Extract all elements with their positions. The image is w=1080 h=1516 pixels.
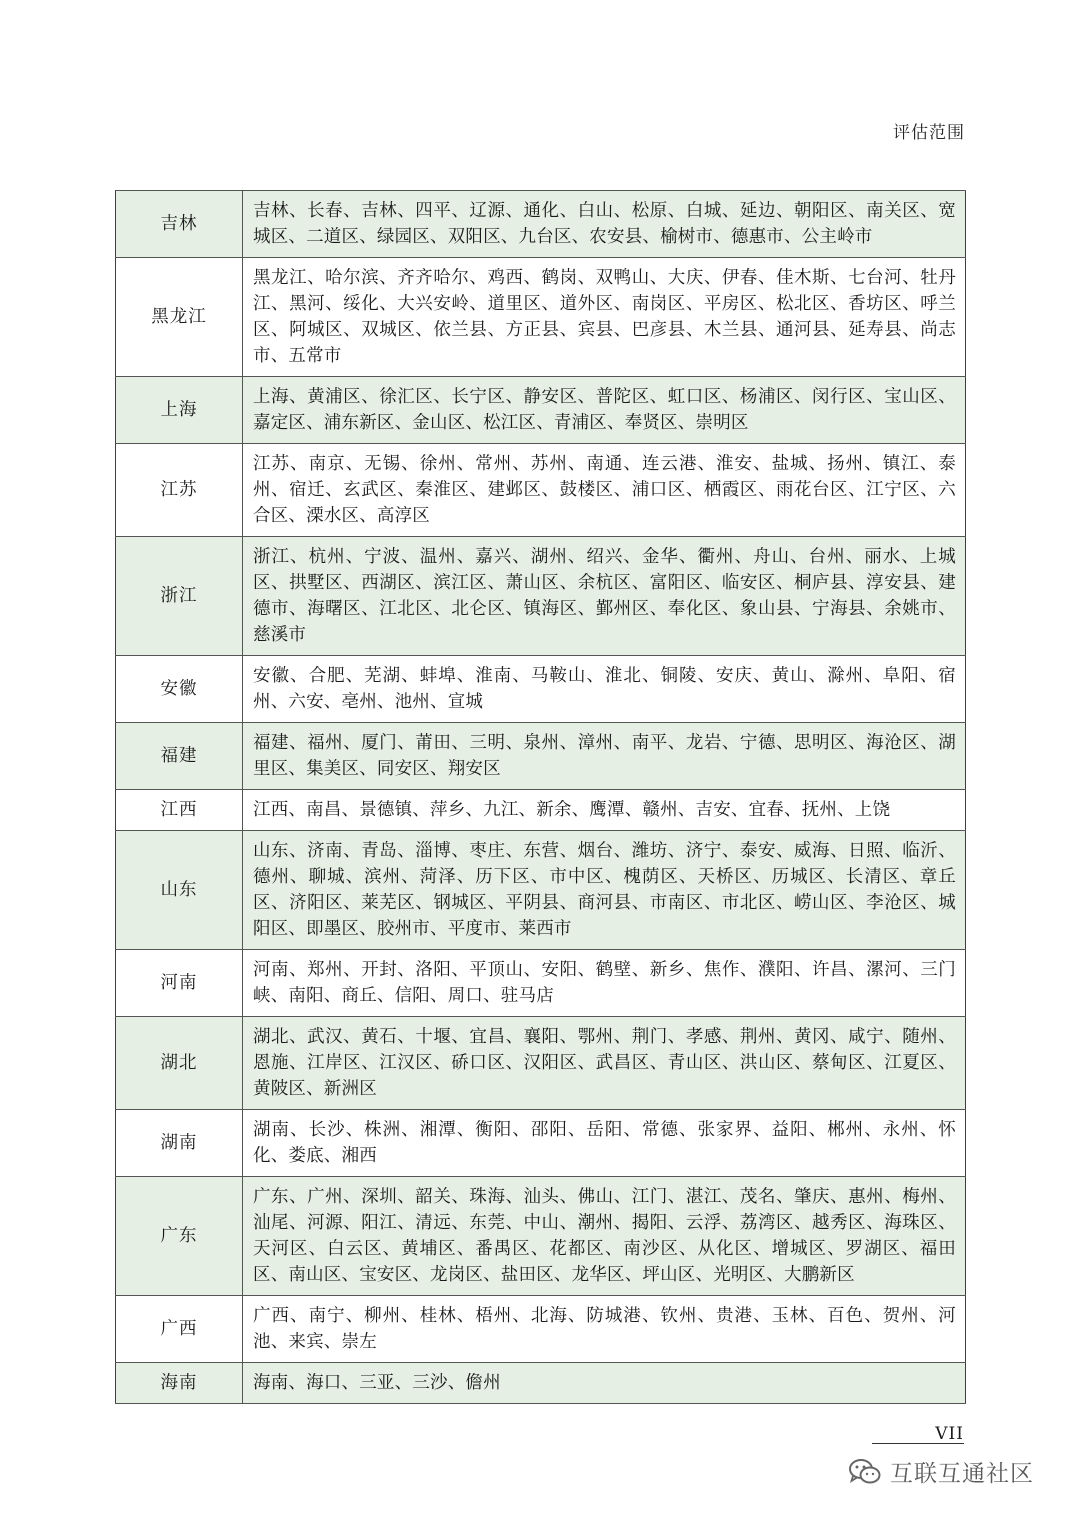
watermark-text: 互联互通社区 — [890, 1461, 1034, 1487]
regions-cell: 安徽、合肥、芜湖、蚌埠、淮南、马鞍山、淮北、铜陵、安庆、黄山、滁州、阜阳、宿州、六安、亳州、池州、宣城 — [243, 656, 966, 723]
table-row — [116, 1177, 966, 1296]
province-cell: 山东 — [116, 831, 243, 950]
province-cell: 湖北 — [116, 1017, 243, 1110]
province-cell: 河南 — [116, 950, 243, 1017]
province-cell: 湖南 — [116, 1110, 243, 1177]
table-body — [116, 191, 966, 1404]
table-row — [116, 191, 966, 258]
table-row — [116, 258, 966, 377]
province-cell: 江苏 — [116, 444, 243, 537]
page-number-rule — [872, 1443, 964, 1444]
table-row — [116, 537, 966, 656]
province-cell: 福建 — [116, 723, 243, 790]
regions-cell: 吉林、长春、吉林、四平、辽源、通化、白山、松原、白城、延边、朝阳区、南关区、宽城区、二道区、绿园区、双阳区、九台区、农安县、榆树市、德惠市、公主岭市 — [243, 191, 966, 258]
province-cell: 广西 — [116, 1296, 243, 1363]
regions-cell: 广西、南宁、柳州、桂林、梧州、北海、防城港、钦州、贵港、玉林、百色、贺州、河池、来宾、崇左 — [243, 1296, 966, 1363]
table-row — [116, 1110, 966, 1177]
province-cell: 安徽 — [116, 656, 243, 723]
province-cell: 吉林 — [116, 191, 243, 258]
regions-cell: 江西、南昌、景德镇、萍乡、九江、新余、鹰潭、赣州、吉安、宜春、抚州、上饶 — [243, 790, 966, 831]
assessment-scope-table — [115, 190, 966, 1404]
regions-cell: 上海、黄浦区、徐汇区、长宁区、静安区、普陀区、虹口区、杨浦区、闵行区、宝山区、嘉定区、浦东新区、金山区、松江区、青浦区、奉贤区、崇明区 — [243, 377, 966, 444]
regions-cell: 江苏、南京、无锡、徐州、常州、苏州、南通、连云港、淮安、盐城、扬州、镇江、泰州、宿迁、玄武区、秦淮区、建邺区、鼓楼区、浦口区、栖霞区、雨花台区、江宁区、六合区、溧水区、高淳区 — [243, 444, 966, 537]
table-row — [116, 1296, 966, 1363]
regions-cell: 山东、济南、青岛、淄博、枣庄、东营、烟台、潍坊、济宁、泰安、威海、日照、临沂、德州、聊城、滨州、菏泽、历下区、市中区、槐荫区、天桥区、历城区、长清区、章丘区、济阳区、莱芜区、钢城区、平阴县、商河县、市南区、市北区、崂山区、李沧区、城阳区、即墨区、胶州市、平度市、莱西市 — [243, 831, 966, 950]
regions-cell: 广东、广州、深圳、韶关、珠海、汕头、佛山、江门、湛江、茂名、肇庆、惠州、梅州、汕尾、河源、阳江、清远、东莞、中山、潮州、揭阳、云浮、荔湾区、越秀区、海珠区、天河区、白云区、黄埔区、番禺区、花都区、南沙区、从化区、增城区、罗湖区、福田区、南山区、宝安区、龙岗区、盐田区、龙华区、坪山区、光明区、大鹏新区 — [243, 1177, 966, 1296]
table-row — [116, 950, 966, 1017]
table-row — [116, 1017, 966, 1110]
table-row — [116, 723, 966, 790]
table-row — [116, 1363, 966, 1404]
table-row — [116, 444, 966, 537]
regions-cell: 湖南、长沙、株洲、湘潭、衡阳、邵阳、岳阳、常德、张家界、益阳、郴州、永州、怀化、娄底、湘西 — [243, 1110, 966, 1177]
table-row — [116, 377, 966, 444]
page-number: VII — [935, 1424, 964, 1444]
table-row — [116, 656, 966, 723]
regions-cell: 湖北、武汉、黄石、十堰、宜昌、襄阳、鄂州、荆门、孝感、荆州、黄冈、咸宁、随州、恩施、江岸区、江汉区、硚口区、汉阳区、武昌区、青山区、洪山区、蔡甸区、江夏区、黄陂区、新洲区 — [243, 1017, 966, 1110]
province-cell: 广东 — [116, 1177, 243, 1296]
regions-cell: 海南、海口、三亚、三沙、儋州 — [243, 1363, 966, 1404]
regions-cell: 黑龙江、哈尔滨、齐齐哈尔、鸡西、鹤岗、双鸭山、大庆、伊春、佳木斯、七台河、牡丹江、黑河、绥化、大兴安岭、道里区、道外区、南岗区、平房区、松北区、香坊区、呼兰区、阿城区、双城区、依兰县、方正县、宾县、巴彦县、木兰县、通河县、延寿县、尚志市、五常市 — [243, 258, 966, 377]
province-cell: 浙江 — [116, 537, 243, 656]
regions-cell: 浙江、杭州、宁波、温州、嘉兴、湖州、绍兴、金华、衢州、舟山、台州、丽水、上城区、拱墅区、西湖区、滨江区、萧山区、余杭区、富阳区、临安区、桐庐县、淳安县、建德市、海曙区、江北区、北仑区、镇海区、鄞州区、奉化区、象山县、宁海县、余姚市、慈溪市 — [243, 537, 966, 656]
province-cell: 海南 — [116, 1363, 243, 1404]
section-title: 评估范围 — [893, 123, 965, 143]
province-cell: 上海 — [116, 377, 243, 444]
regions-cell: 福建、福州、厦门、莆田、三明、泉州、漳州、南平、龙岩、宁德、思明区、海沧区、湖里区、集美区、同安区、翔安区 — [243, 723, 966, 790]
wechat-icon — [848, 1457, 882, 1487]
watermark — [848, 1455, 1034, 1488]
table-row — [116, 790, 966, 831]
province-cell: 江西 — [116, 790, 243, 831]
regions-cell: 河南、郑州、开封、洛阳、平顶山、安阳、鹤壁、新乡、焦作、濮阳、许昌、漯河、三门峡、南阳、商丘、信阳、周口、驻马店 — [243, 950, 966, 1017]
table-row — [116, 831, 966, 950]
province-cell: 黑龙江 — [116, 258, 243, 377]
